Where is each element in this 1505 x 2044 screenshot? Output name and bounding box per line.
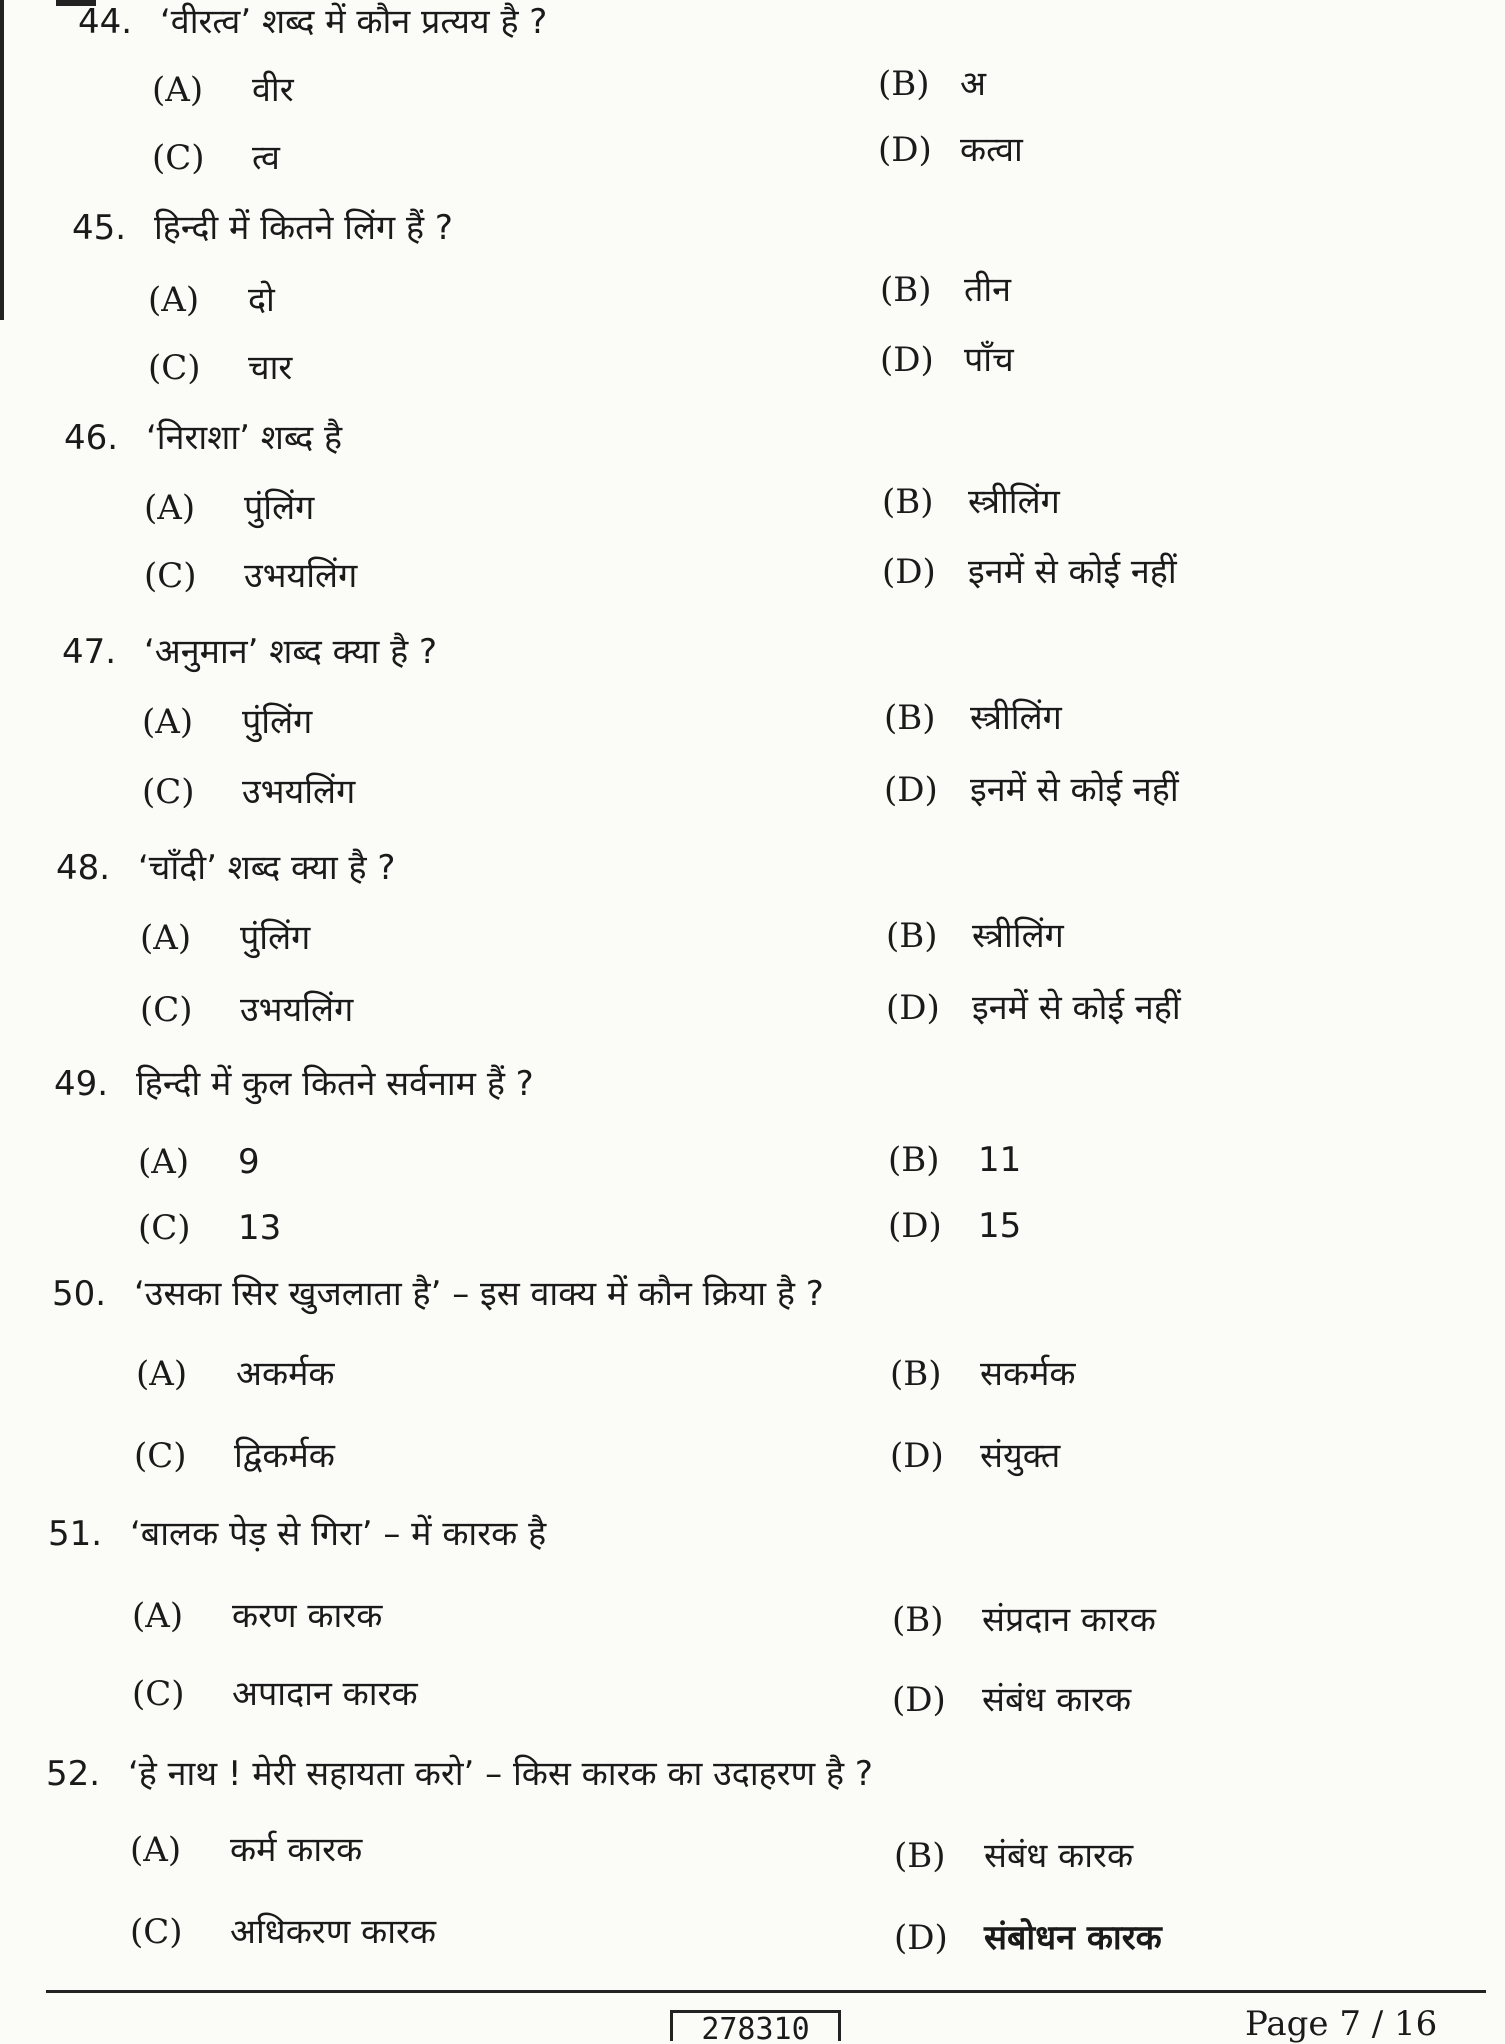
option-text: इनमें से कोई नहीं [968, 552, 1177, 592]
option-text: त्व [252, 138, 280, 178]
question-stem [64, 416, 342, 460]
option-text: अ [960, 64, 986, 104]
question-text: ‘उसका सिर खुजलाता है’ – इस वाक्य में कौन क्रिया है ? [134, 1274, 824, 1314]
option-text: स्त्रीलिंग [972, 916, 1064, 956]
question-number: 44. [78, 2, 133, 42]
option-letter: (B) [880, 270, 932, 310]
option-text: तीन [964, 270, 1012, 310]
option-letter: (D) [878, 130, 932, 170]
option-d[interactable] [882, 550, 1177, 594]
option-letter: (A) [142, 702, 194, 742]
option-text: 9 [238, 1142, 260, 1182]
option-letter: (D) [880, 340, 934, 380]
option-text: वीर [252, 70, 294, 110]
question-text: ‘निराशा’ शब्द है [146, 418, 343, 458]
option-letter: (A) [138, 1142, 190, 1182]
option-a[interactable] [140, 916, 310, 960]
option-text: पुंलिंग [244, 488, 315, 528]
option-letter: (B) [878, 64, 930, 104]
question-44 [0, 0, 1505, 212]
option-letter: (C) [132, 1674, 185, 1714]
option-letter: (C) [130, 1912, 183, 1952]
option-a[interactable] [142, 700, 312, 744]
option-letter: (C) [140, 990, 193, 1030]
option-d[interactable] [892, 1678, 1131, 1722]
option-b[interactable] [884, 696, 1062, 740]
option-c[interactable] [138, 1206, 281, 1250]
question-text: हिन्दी में कुल कितने सर्वनाम हैं ? [136, 1064, 534, 1104]
question-text: ‘हे नाथ ! मेरी सहायता करो’ – किस कारक का उदाहरण है ? [128, 1754, 873, 1794]
option-letter: (D) [892, 1680, 946, 1720]
question-stem [46, 1752, 873, 1796]
option-text: उभयलिंग [242, 772, 356, 812]
option-d[interactable] [884, 768, 1179, 812]
question-stem [56, 846, 395, 890]
option-b[interactable] [892, 1598, 1156, 1642]
option-text: चार [248, 348, 293, 388]
option-letter: (B) [882, 482, 934, 522]
option-letter: (A) [140, 918, 192, 958]
option-letter: (B) [888, 1140, 940, 1180]
question-45 [0, 206, 1505, 418]
question-number: 47. [62, 632, 117, 672]
option-text: पुंलिंग [242, 702, 313, 742]
option-letter: (C) [134, 1436, 187, 1476]
option-text: अपादान कारक [232, 1674, 418, 1714]
option-text: दो [248, 280, 275, 320]
option-b[interactable] [882, 480, 1060, 524]
option-letter: (C) [138, 1208, 191, 1248]
option-c[interactable] [142, 770, 355, 814]
option-letter: (B) [886, 916, 938, 956]
question-text: ‘बालक पेड़ से गिरा’ – में कारक है [130, 1514, 547, 1554]
option-b[interactable] [880, 268, 1011, 312]
footer-rule [46, 1990, 1486, 1993]
option-text: संबंध कारक [982, 1680, 1132, 1720]
question-number: 49. [54, 1064, 109, 1104]
option-text: उभयलिंग [240, 990, 354, 1030]
question-stem [72, 206, 453, 250]
option-letter: (C) [144, 556, 197, 596]
page-number: Page 7 / 16 [1245, 2004, 1438, 2044]
option-a[interactable] [148, 278, 275, 322]
option-c[interactable] [130, 1910, 436, 1954]
option-letter: (C) [148, 348, 201, 388]
option-a[interactable] [152, 68, 294, 112]
question-47 [0, 630, 1505, 842]
option-letter: (A) [130, 1830, 182, 1870]
question-48 [0, 846, 1505, 1058]
question-stem [78, 0, 547, 44]
option-letter: (A) [132, 1596, 184, 1636]
option-c[interactable] [140, 988, 353, 1032]
option-text: कर्म कारक [230, 1830, 363, 1870]
option-b[interactable] [888, 1138, 1021, 1182]
option-letter: (D) [882, 552, 936, 592]
option-text: करण कारक [232, 1596, 383, 1636]
option-text: द्विकर्मक [234, 1436, 335, 1476]
option-d[interactable] [880, 338, 1014, 382]
option-letter: (D) [888, 1206, 942, 1246]
option-text: अधिकरण कारक [230, 1912, 437, 1952]
option-text: सकर्मक [980, 1354, 1076, 1394]
question-stem [54, 1062, 534, 1106]
option-a[interactable] [132, 1594, 382, 1638]
option-text: संप्रदान कारक [982, 1600, 1156, 1640]
question-number: 46. [64, 418, 119, 458]
option-letter: (D) [890, 1436, 944, 1476]
option-b[interactable] [894, 1834, 1133, 1878]
option-c[interactable] [134, 1434, 335, 1478]
booklet-code: 278310 [670, 2010, 841, 2041]
option-a[interactable] [144, 486, 314, 530]
option-letter: (A) [148, 280, 200, 320]
question-51 [0, 1512, 1505, 1724]
question-number: 51. [48, 1514, 103, 1554]
option-letter: (A) [152, 70, 204, 110]
option-letter: (B) [890, 1354, 942, 1394]
question-text: ‘अनुमान’ शब्द क्या है ? [144, 632, 438, 672]
question-number: 50. [52, 1274, 107, 1314]
option-letter: (C) [152, 138, 205, 178]
option-letter: (A) [136, 1354, 188, 1394]
option-text: संयुक्त [980, 1436, 1061, 1476]
option-text: पुंलिंग [240, 918, 311, 958]
option-d[interactable] [888, 1204, 1021, 1248]
option-text: स्त्रीलिंग [970, 698, 1062, 738]
option-letter: (B) [892, 1600, 944, 1640]
option-text: 13 [238, 1208, 282, 1248]
question-text: हिन्दी में कितने लिंग हैं ? [154, 208, 453, 248]
option-letter: (D) [894, 1918, 948, 1958]
option-text: संबोधन कारक [984, 1918, 1162, 1958]
option-b[interactable] [878, 62, 986, 106]
question-number: 45. [72, 208, 127, 248]
option-text: इनमें से कोई नहीं [970, 770, 1179, 810]
option-text: पाँच [964, 340, 1014, 380]
question-stem [62, 630, 437, 674]
option-text: अकर्मक [236, 1354, 335, 1394]
option-text: स्त्रीलिंग [968, 482, 1060, 522]
option-letter: (D) [886, 988, 940, 1028]
option-letter: (C) [142, 772, 195, 812]
question-46 [0, 416, 1505, 628]
option-letter: (B) [894, 1836, 946, 1876]
question-text: ‘चाँदी’ शब्द क्या है ? [138, 848, 396, 888]
option-text: उभयलिंग [244, 556, 358, 596]
question-text: ‘वीरत्व’ शब्द में कौन प्रत्यय है ? [160, 2, 548, 42]
option-text: इनमें से कोई नहीं [972, 988, 1181, 1028]
question-number: 48. [56, 848, 111, 888]
option-a[interactable] [138, 1140, 260, 1184]
option-c[interactable] [132, 1672, 418, 1716]
option-d[interactable] [894, 1916, 1162, 1960]
question-49 [0, 1062, 1505, 1274]
option-letter: (B) [884, 698, 936, 738]
question-52 [0, 1752, 1505, 1964]
question-50 [0, 1272, 1505, 1484]
option-letter: (A) [144, 488, 196, 528]
question-number: 52. [46, 1754, 101, 1794]
option-a[interactable] [136, 1352, 335, 1396]
option-c[interactable] [152, 136, 280, 180]
option-text: 15 [978, 1206, 1022, 1246]
option-d[interactable] [890, 1434, 1060, 1478]
option-letter: (D) [884, 770, 938, 810]
option-text: संबंध कारक [984, 1836, 1134, 1876]
option-c[interactable] [148, 346, 292, 390]
option-c[interactable] [144, 554, 357, 598]
option-d[interactable] [886, 986, 1181, 1030]
option-a[interactable] [130, 1828, 362, 1872]
option-text: कत्वा [960, 130, 1023, 170]
option-text: 11 [978, 1140, 1022, 1180]
option-b[interactable] [886, 914, 1064, 958]
question-stem [48, 1512, 546, 1556]
question-stem [52, 1272, 824, 1316]
option-b[interactable] [890, 1352, 1076, 1396]
option-d[interactable] [878, 128, 1023, 172]
